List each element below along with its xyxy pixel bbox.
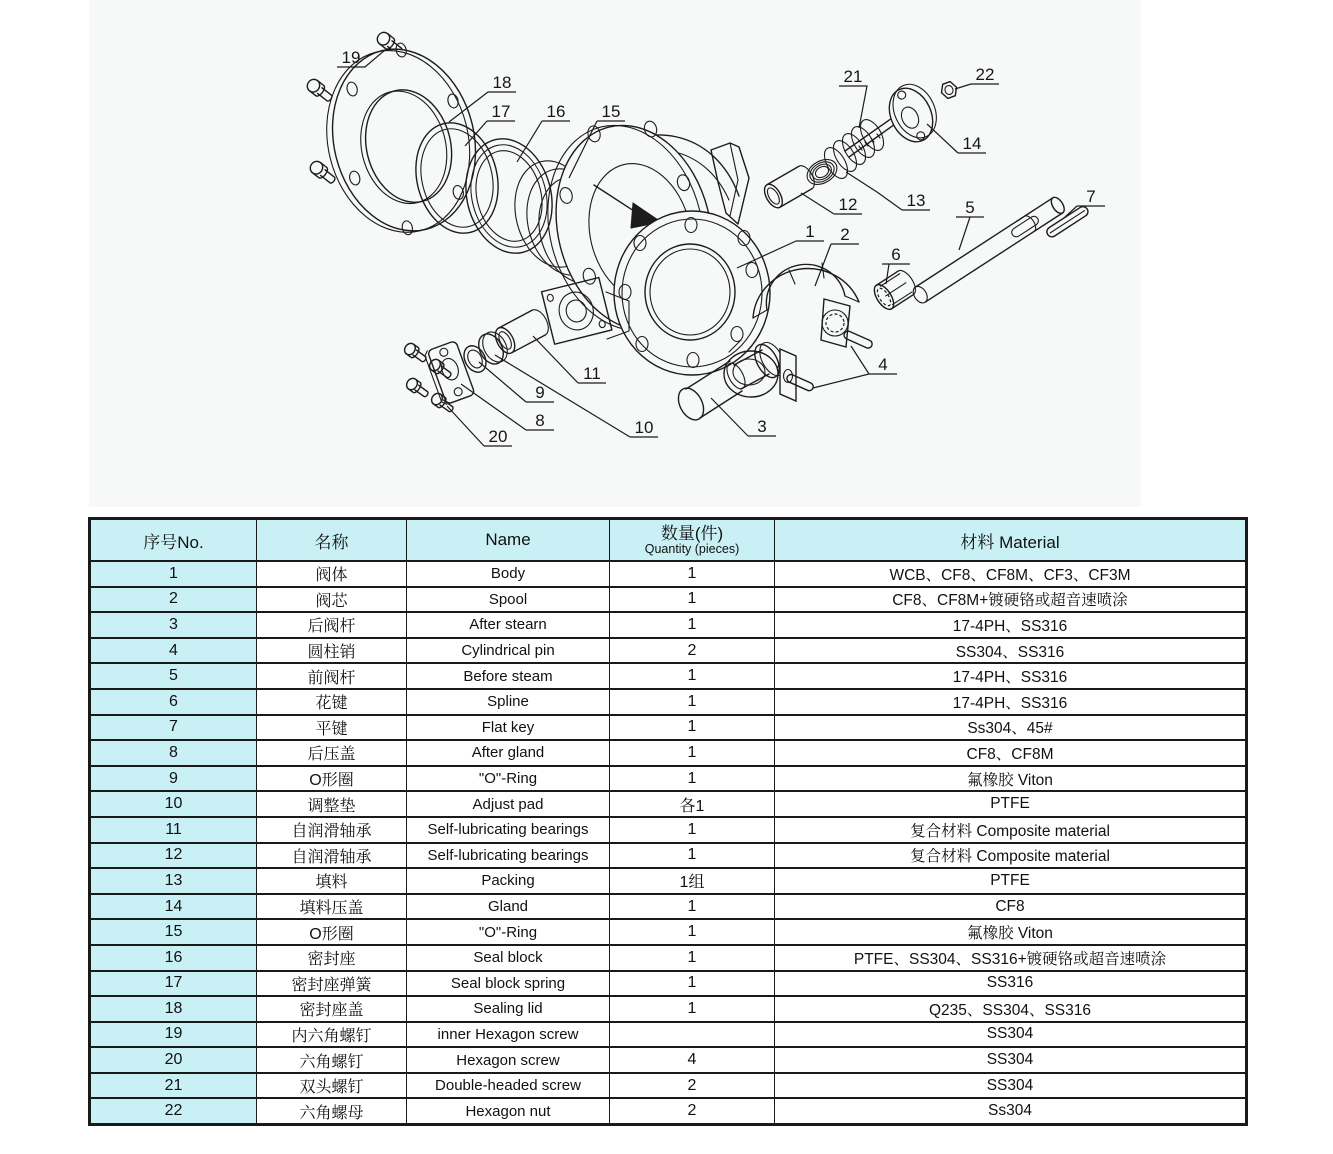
part-label-13: 13 [906,191,926,210]
table-cell: 4 [90,638,257,664]
table-cell: 前阀杆 [257,663,407,689]
table-cell: Ss304 [775,1098,1247,1124]
table-cell: 1 [610,971,775,997]
table-cell: 圆柱销 [257,638,407,664]
table-cell: O形圈 [257,766,407,792]
part-label-22: 22 [975,65,995,84]
table-cell: 后阀杆 [257,612,407,638]
table-cell: 各1 [610,791,775,817]
table-cell: After stearn [407,612,610,638]
table-cell: 10 [90,791,257,817]
table-cell: 20 [90,1047,257,1073]
table-row [90,1073,1247,1099]
table-cell: 调整垫 [257,791,407,817]
table-cell: 阀体 [257,561,407,587]
part-label-16: 16 [546,102,566,121]
table-row [90,1047,1247,1073]
table-cell: Hexagon nut [407,1098,610,1124]
table-cell: 内六角螺钉 [257,1022,407,1048]
table-cell: 1 [610,561,775,587]
table-row [90,740,1247,766]
table-cell: 填料 [257,868,407,894]
table-cell: Spline [407,689,610,715]
sealing-lid-graphic [307,31,494,249]
table-cell: 17 [90,971,257,997]
part-label-11: 11 [583,364,601,383]
table-cell: Seal block spring [407,971,610,997]
part-label-14: 14 [962,134,982,153]
table-cell: CF8、CF8M+镀硬铬或超音速喷涂 [775,587,1247,613]
table-cell: 12 [90,843,257,869]
table-cell: 密封座弹簧 [257,971,407,997]
table-row [90,996,1247,1022]
table-cell: Self-lubricating bearings [407,843,610,869]
table-cell: CF8 [775,894,1247,920]
exploded-view-diagram [89,0,1141,507]
o-ring-small-graphic [460,342,491,376]
bearing-graphic [491,306,552,356]
table-cell: 1 [610,919,775,945]
table-cell: 22 [90,1098,257,1124]
header-no: 序号No. [90,519,257,562]
table-cell: 8 [90,740,257,766]
table-cell [610,1022,775,1048]
table-cell: Flat key [407,715,610,741]
table-cell: Gland [407,894,610,920]
table-row [90,638,1247,664]
after-gland-graphic [424,341,475,406]
part-label-4: 4 [878,355,888,374]
table-cell: 1 [610,587,775,613]
table-cell: 氟橡胶 Viton [775,766,1247,792]
table-cell: 2 [610,1073,775,1099]
parts-table [88,517,1248,1126]
table-cell: PTFE [775,791,1247,817]
table-cell: 1 [610,715,775,741]
table-cell: CF8、CF8M [775,740,1247,766]
header-material: 材料 Material [775,519,1247,562]
table-cell: 17-4PH、SS316 [775,689,1247,715]
table-cell: Hexagon screw [407,1047,610,1073]
table-cell: 1 [610,996,775,1022]
table-cell: 1 [90,561,257,587]
table-cell: Adjust pad [407,791,610,817]
table-row [90,612,1247,638]
table-cell: 1 [610,612,775,638]
table-cell: SS304 [775,1022,1247,1048]
table-row [90,715,1247,741]
table-cell: 11 [90,817,257,843]
table-cell: 1 [610,689,775,715]
table-cell: 21 [90,1073,257,1099]
table-row [90,791,1247,817]
header-cn-name: 名称 [257,519,407,562]
table-cell: 阀芯 [257,587,407,613]
part-label-10: 10 [634,418,654,437]
hex-nut-graphic [939,80,959,100]
table-cell: 密封座盖 [257,996,407,1022]
table-cell: 17-4PH、SS316 [775,663,1247,689]
table-cell: PTFE、SS304、SS316+镀硬铬或超音速喷涂 [775,945,1247,971]
table-cell: Sealing lid [407,996,610,1022]
part-label-7: 7 [1086,187,1096,206]
table-cell: 17-4PH、SS316 [775,612,1247,638]
table-row [90,587,1247,613]
table-row [90,843,1247,869]
table-cell: 复合材料 Composite material [775,843,1247,869]
table-cell: 自润滑轴承 [257,817,407,843]
part-label-12: 12 [838,195,858,214]
header-row [90,519,1247,562]
table-cell: Body [407,561,610,587]
table-cell: SS316 [775,971,1247,997]
table-cell: 2 [610,638,775,664]
table-row [90,971,1247,997]
table-cell: 平键 [257,715,407,741]
before-stem-graphic [910,195,1067,305]
parts-table-body [90,561,1247,1124]
table-cell: 1 [610,663,775,689]
part-label-1: 1 [805,222,815,241]
part-label-8: 8 [535,411,545,430]
table-cell: 1 [610,740,775,766]
table-cell: PTFE [775,868,1247,894]
table-row [90,663,1247,689]
table-cell: 2 [90,587,257,613]
part-label-18: 18 [492,73,512,92]
table-cell: 1 [610,894,775,920]
part-label-20: 20 [488,427,508,446]
part-label-15: 15 [601,102,621,121]
table-cell: Packing [407,868,610,894]
table-cell: 7 [90,715,257,741]
table-cell: SS304 [775,1047,1247,1073]
table-cell: 氟橡胶 Viton [775,919,1247,945]
flat-key-graphic [1045,205,1090,239]
table-cell: 花键 [257,689,407,715]
spline-graphic [871,267,920,312]
table-cell: 2 [610,1098,775,1124]
part-label-9: 9 [535,383,545,402]
header-en-name: Name [407,519,610,562]
table-cell: 1 [610,766,775,792]
table-cell: 1 [610,945,775,971]
table-cell: Double-headed screw [407,1073,610,1099]
table-cell: Before steam [407,663,610,689]
part-label-3: 3 [757,417,767,436]
table-cell: 复合材料 Composite material [775,817,1247,843]
valve-exploded-drawing [89,0,1141,507]
table-cell: SS304、SS316 [775,638,1247,664]
table-cell: 自润滑轴承 [257,843,407,869]
header-quantity [610,519,775,562]
table-cell: 6 [90,689,257,715]
table-cell: 密封座 [257,945,407,971]
part-label-6: 6 [891,245,901,264]
table-cell: Q235、SS304、SS316 [775,996,1247,1022]
table-row [90,919,1247,945]
table-cell: 六角螺母 [257,1098,407,1124]
table-cell: 填料压盖 [257,894,407,920]
table-cell: 1 [610,817,775,843]
table-cell: 16 [90,945,257,971]
table-cell: O形圈 [257,919,407,945]
table-cell: Seal block [407,945,610,971]
table-cell: 9 [90,766,257,792]
table-cell: 后压盖 [257,740,407,766]
table-cell: 13 [90,868,257,894]
table-cell: Self-lubricating bearings [407,817,610,843]
header-quantity-en: Quantity (pieces) [644,541,740,556]
table-cell: 六角螺钉 [257,1047,407,1073]
gland-graphic [880,77,945,149]
table-cell: 5 [90,663,257,689]
part-label-17: 17 [491,102,511,121]
packing-graphic [803,154,842,189]
table-cell: inner Hexagon screw [407,1022,610,1048]
table-cell: 1组 [610,868,775,894]
table-cell: 3 [90,612,257,638]
table-row [90,689,1247,715]
table-cell: 18 [90,996,257,1022]
table-cell: WCB、CF8、CF8M、CF3、CF3M [775,561,1247,587]
valve-body-graphic [526,104,788,397]
table-cell: 4 [610,1047,775,1073]
table-row [90,561,1247,587]
part-label-19: 19 [341,48,361,67]
header-quantity-cn: 数量(件) [660,523,724,543]
table-cell: 15 [90,919,257,945]
table-cell: Spool [407,587,610,613]
parts-table-header [90,519,1247,562]
table-cell: 19 [90,1022,257,1048]
table-row [90,1022,1247,1048]
table-row [90,945,1247,971]
table-cell: 14 [90,894,257,920]
part-label-21: 21 [843,67,863,86]
table-row [90,817,1247,843]
table-row [90,894,1247,920]
table-cell: Cylindrical pin [407,638,610,664]
table-row [90,868,1247,894]
table-row [90,1098,1247,1124]
table-cell: 双头螺钉 [257,1073,407,1099]
part-label-2: 2 [840,225,850,244]
table-cell: "O"-Ring [407,919,610,945]
table-row [90,766,1247,792]
table-cell: 1 [610,843,775,869]
part-label-5: 5 [965,198,975,217]
table-cell: After gland [407,740,610,766]
table-cell: Ss304、45# [775,715,1247,741]
table-cell: "O"-Ring [407,766,610,792]
table-cell: SS304 [775,1073,1247,1099]
